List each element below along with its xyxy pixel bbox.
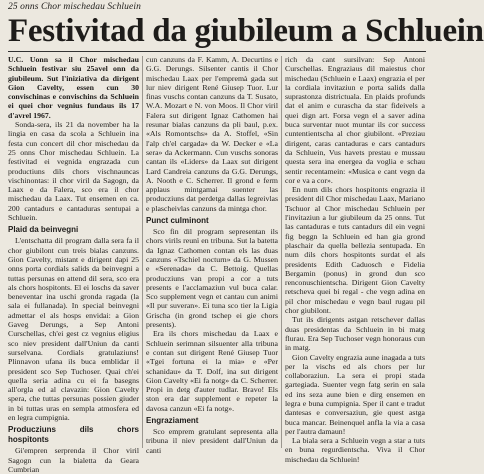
- subheading: Engraziament: [146, 415, 199, 425]
- kicker: 25 onns Chor mischedau Schluein: [8, 2, 141, 12]
- headline: Festivitad da giubileum a Schluein: [8, 13, 484, 49]
- body-paragraph: En num dils chors hospitonts engrazia il president dil Chor mischedau Laax, Mariano Tschuor al Chor mischedau Schluein per l'invitaziun a lur giubileum da 25 onns. Tut las cantaduras e tuts cantadurs dil ein vegni fig beggn la Schluein ed han gia grond plaschair da quella bellezia sentupada. En num dils chors hospitonts surdat el als presidents Edith Caduosch e Fidelia Bergamin (ponus) in grond dun sco renconuschientscha. Dirigent Gion Cavelty retscheva quei bi regal - che vegn adina en pil chor mischedau e vegn baul rugau pil chor giubilont.: [285, 185, 425, 316]
- body-paragraph: Era ils chors mischedau da Laax e Schluein serimnan silsuenter alla tribuna e contan sut dirigent René Giusep Tuor «Tgei fortuna ei la mia» e «Per schanidau» da T. Dolf, ina sut dirigent Gion Cavelty «Ei fa notg» da C. Scherrer. Propi in detg d'auter tudlar. Bravo! Els ston era dar supplement e repeter la davosa canzun «Ei fa notg».: [146, 329, 278, 413]
- body-paragraph: rich da cant sursilvan: Sep Antoni Curschellas. Engraziaus dil maiestus chor mischedau (Schluein e Laax) engrazia el per la cordiala invitaziun e porta salids dalla suprastonza districtuala. En plaids profunds dat el anim e curascha da star fideivels a quei dign art. Forsa vegn el a saver adina buca surventar nuot muntar ils cor success cuntentientscha al chor giubilont. «Preziau dirigent, caras cantaduras e cars cantadurs da Schluein, Vus havets prestau e mussau questa sera ina energea da voglia e schau sentir recentamein: «Musica e cant vegn da cor e va a cor».: [285, 55, 425, 185]
- body-paragraph: cun canzuns da F. Kamm, A. Decurtins e G.G. Derungs. Silsenter cantis il Chor mischedau Laax per l'empremà gada sut lur niev dirigent René Giusep Tuor. Lur finas vuschs contan canzuns da T. Susato, W.A. Mozart e N. von Moos. Il Chor viril Falera sut dirigent Ignaz Cathomen hai resunar bialas canzuns da pli baul, p.ex. «Als Romontschs» da A. Stoffel, «Sin l'alp ch'el cargada» da W. Decker e «La sera» da Ackermann. Cun vuschs sonoras cantan ils «Liders» da Laax sut dirigent Lard Candreia canzuns da G.G. Derungs, A. Nooth e C. Scherrer. Il grond e ferm applaus mintgamai suenter las producziuns dat perdetga dallas legreivlas e plascheivlas canzuns da mintga chor.: [146, 55, 278, 213]
- body-paragraph: Gion Cavelty engrazia aune inagada a tuts per la vischs ed als chors per lur collaboraziun. La sera ei propi stada gartegiada. Suenter vegn fatg serin en sala ed ins seza aune bien e dirg ensemen en legra e buna cumpignia. Sper il cant e tradut dantesas e conversaziun, gie quest astga buca mancar. Beinenquel anfla la via a casa per l'autra damaun!: [285, 352, 425, 436]
- body-paragraph: Sco emprem gratulant sepresenta alla tribuna il niev president dall'Uniun da canti: [146, 426, 278, 455]
- lead-paragraph: U.C. Uonn sa il Chor mischedau Schluein festivar siu 25avel onn da giubileum. Sut l'iniziativa da dirigent Gion Cavelty, essen cun 30 convischinas e convischins da Schluein ei quei chor vegnius fundaus ils 17 d'avrel 1967.: [8, 55, 139, 120]
- body-paragraph: Sonda-sera, ils 21 da november ha la lingia en casa da scola a Schluein ina festa cun concert dil chor mischedau da 25 onns Chor mischedau Schluein. La festivitad ei vegnida engrazada cun productiuns dils chors vischnauncas vischinontas: il chor viril da Sagogn, da Laax e da Falera, sco era il chor mischedau da Laax. Tut ensemen en ca. 200 cantadurs e cantaduras sentupai a Schluein.: [8, 120, 139, 223]
- article-column-1: [8, 55, 139, 474]
- headline-rule: [8, 51, 426, 52]
- column-divider: [142, 56, 143, 448]
- subheading: Producziuns dils chors hospitonts: [8, 425, 139, 445]
- article-column-3: [285, 55, 425, 464]
- body-paragraph: Gi'empren serprenda il Chor viril Sagogn cun la bialetta da Geara Cumbrian: [8, 446, 139, 474]
- body-paragraph: La biala sera a Schluein vegn a star a tuts en buna regurdientscha. Viva il Chor mischedau da Schluein!: [285, 436, 425, 464]
- column-divider: [281, 56, 282, 448]
- subheading: Punct culminont: [146, 216, 209, 226]
- article-column-2: [146, 55, 278, 455]
- body-paragraph: Tut ils dirigents astgan retschever dallas duas presidentas da Schluein in bi matg flurau. Era Sep Tuchoser vegn honoraus cun in matg.: [285, 315, 425, 353]
- body-paragraph: L'entschatta dil program dalla sera fa il chor giubilont cun treis bialas canzuns. Gion Cavelty, mistant e dirigent dapi 25 onns porta cordials salids da beinvegni a tuttas persunas en attend dil sera, sco era als chors hospitonts. El ei loschs da saver beneventar ina uschi gronda ragada (la sala ei fullanada). In special beinvegni admettar el als hosps envidai: a Gion Gaveg Derungs, a Sep Antoni Curschellas, ch'ei gest cz vegnius eligius sco niev president dall'Uniun da canti surselvana. Cordials gratulaziuns! Plinnavon ufana ils buca emblidar il president sco Sep Tuchoser. Quai ch'ei quella seria adina cu ei fa basegns all'orgla ed al clavazin: Gion Cavelty spera, che tuttas persunas possien giuder in bi tuttas uras en sempla atmosfera ed en legra cumpignia.: [8, 236, 139, 422]
- body-paragraph: Sco fin dil program sepresentan ils chors virils reunì en tribuna. Sut la batetta da Ignaz Cathomen contan els las duas canzuns «Tschiel nocturn» da G. Mussen e «Serenada» da C. Bettoig. Quellas producziuns van propi a cor a tuts presents e l'acclamaziun vul buca calar. Sco supplement vegn et cantau cun animi «Il pur suveran». Ei tuna sco tier la Ligia Grischa (in grond tschep ei gie chors presents).: [146, 227, 278, 330]
- subheading: Plaid da beinvegni: [8, 225, 79, 235]
